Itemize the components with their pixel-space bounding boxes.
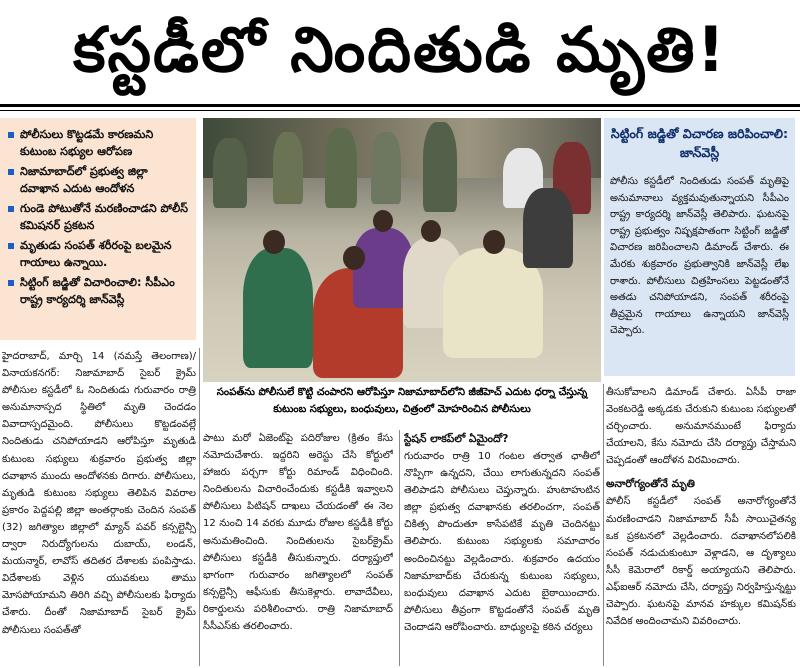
column-4-text: తీసుకోవాలని డిమాండ్ చేశారు. ఏసీపీ రాజా వెంకటరెడ్డి అక్కడకు చేరుకుని కుటుంబ సభ్యులతో చర్చించారు. అనుమానముంటే ఫిర్యాదు చేయాలని, కేసు నమోదు చేసి దర్యాప్తు చేస్తామని చెప్పడంతో ఆందోళన విరమించారు. [606, 387, 796, 467]
photo-figure [483, 230, 505, 254]
square-bullet-icon [8, 169, 14, 175]
photo-figure [423, 122, 457, 212]
square-bullet-icon [8, 280, 14, 286]
highlight-item [8, 163, 190, 198]
highlight-item [8, 237, 190, 272]
headline: కస్టడీలో నిందితుడి మృతి! [73, 13, 727, 86]
photo-figure [373, 210, 393, 232]
photo-figure [213, 138, 247, 208]
photo-figure [343, 246, 365, 270]
photo-figure [325, 128, 357, 208]
column-divider [603, 384, 604, 666]
article-column-3 [404, 430, 600, 664]
news-photo [203, 118, 601, 382]
headline-rule [0, 104, 800, 107]
photo-figure [523, 188, 573, 268]
highlight-text: సిట్టింగ్ జడ్జితో విచారించాలి: సీపీఎం రాష్ట్ర కార్యదర్శి జాన్‌వెస్లీ [20, 276, 175, 307]
column-4-subhead: అనారోగ్యంతోనే మృతి [606, 478, 695, 491]
article-column-2: పాటు మరో ఏజెంట్‌పై పదిరోజుల (క్రితం కేసు నమోదుచేశారు. ఇద్దరిని అరెస్టు చేసి కోర్టులో హాజరు పర్చగా కోర్టు రిమాండ్ విధించింది. నిందితులను విచారించేందుకు కస్టడీకి ఇవ్వాలని పోలీసులు పిటిషన్ దాఖలు చేయడంతో ఈ నెల 12 నుంచి 14 వరకు మూడు రోజుల కస్టడీకి కోర్టు అనుమతించింది. నిందితులను సైబర్‌క్రైమ్ పోలీసులు కస్టడీకి తీసుకున్నారు. దర్యాప్తులో భాగంగా గురువారం జగిత్యాలలో సంపత్ కన్సల్టెన్సీ ఆఫీసుకు తీసుకెళ్లారు. లావాదేవీలు, రికార్డులను పరిశీలించారు. రాత్రి నిజామాబాద్ సీసీఎస్‌కు తరలించారు. [203, 433, 393, 633]
photo-figure [421, 220, 441, 242]
article-column-1: హైదరాబాద్, మార్చి 14 (నమస్తే తెలంగాణ)/వినాయకనగర్: నిజామాబాద్ సైబర్ క్రైమ్ పోలీసుల కస్టడీలో ఓ నిందితుడు గురువారం రాత్రి అనుమానాస్పద స్థితిలో మృతి చెందడం వివాదాస్పదమైంది. పోలీసులు కొట్టడంవల్లే నిందితుడు చనిపోయాడని ఆరోపిస్తూ మృతుడి కుటుంబ సభ్యులు శుక్రవారం ప్రభుత్వ జిల్లా దవాఖాన ముందు ఆందోళనకు దిగారు. పోలీసులు, మృతుడి కుటుంబ సభ్యులు తెలిపిన వివరాల ప్రకారం పెద్దపల్లి జిల్లా అంతర్గాంకు చెందిన సంపత్ (32) జగిత్యాల జిల్లాలో మ్యాన్ పవర్ కన్సల్టెన్సీ ద్వారా నిరుద్యోగులను దుబాయ్, లండన్, మయన్మార్, లావోస్ తదితర దేశాలకు పంపిస్తాడు. విదేశాలకు వెళ్లిన యువకులు తాము మోసపోయామని తిరిగి వచ్చి పోలీసులకు ఫిర్యాదు చేశారు. దీంతో నిజామాబాద్ సైబర్ క్రైమ్ పోలీసులు సంపత్‌తో [2, 351, 196, 636]
highlight-text: పోలీసులు కొట్టడమే కారణమని కుటుంబ సభ్యుల ఆరోపణ [20, 128, 154, 159]
column-3-text: గురువారం రాత్రి 10 గంటల తర్వాత ఛాతీలో నొప్పిగా ఉన్నదని, చేయి లాగుతున్నదని సంపత్ తెలిపాడని పోలీసులు చెప్తున్నారు. హుటాహుటిన జిల్లా ప్రభుత్వ దవాఖానకు తరలించగా, సంపత్ చికిత్స పొందుతూ కాసేపటికే మృతి చెందినట్టు తెలిపారు. కుటుంబ సభ్యులకు సమాచారం అందించినట్టు వెల్లడించారు. శుక్రవారం ఉదయం నిజామాబాద్‌కు చేరుకున్న కుటుంబ సభ్యులు, బంధువులు దవాఖాన ఎదుట బైఠాయించారు. పోలీసులు తీవ్రంగా కొట్టడంతోనే సంపత్ మృతి చెందాడని ఆరోపించారు. బాధ్యులపై కఠిన చర్యలు [404, 451, 600, 633]
square-bullet-icon [8, 206, 14, 212]
highlight-item [8, 126, 190, 161]
square-bullet-icon [8, 132, 14, 138]
photo-figure [273, 132, 303, 204]
sidebar-title: సిట్టింగ్ జడ్జితో విచారణ జరిపించాలి: జాన్‌వెస్లీ [610, 126, 789, 160]
photo-figure [263, 230, 285, 254]
highlight-text: మృతుడు సంపత్ శరీరంపై బలమైన గాయాలు ఉన్నాయి. [20, 239, 172, 270]
highlight-text: నిజామాబాద్‌లో ప్రభుత్వ జిల్లా దవాఖాన ఎదుట ఆందోళన [20, 165, 148, 196]
square-bullet-icon [8, 243, 14, 249]
highlights-box [0, 118, 196, 340]
photo-caption: సంపత్‌ను పోలీసులే కొట్టి చంపారని ఆరోపిస్తూ నిజామాబాద్‌లోని జీజీహెచ్ ఎదుట ధర్నా చేస్తున్న కుటుంబ సభ్యులు, బంధువులు, చిత్రంలో మోహరించిన పోలీసులు [216, 387, 588, 415]
photo-figure [371, 132, 401, 204]
highlight-item [8, 274, 190, 309]
column-divider [199, 348, 200, 666]
highlight-item [8, 200, 190, 235]
photo-figure [243, 248, 313, 368]
sidebar-body: పోలీసు కస్టడీలో నిందితుడు సంపత్ మృతిపై అనుమానాలు వ్యక్తమవుతున్నాయని సీపీఎం రాష్ట్ర కార్యదర్శి జాన్‌వెస్లీ తెలిపారు. ఘటనపై రాష్ట్ర ప్రభుత్వం నిష్పక్షపాతంగా సిట్టింగ్ జడ్జితో విచారణ జరిపించాలని డిమాండ్ చేశారు. ఈ మేరకు శుక్రవారం ప్రభుత్వానికి జాన్‌వెస్లీ లేఖ రాశారు. పోలీసులు చిత్రహింసలు పెట్టడంతోనే అతడు చనిపోయాడని, సంపత్ శరీరంపై తీవ్రమైన గాయాలు ఉన్నాయని జాన్‌వెస్లీ చెప్పారు. [610, 176, 789, 337]
headline-rule-thin [0, 110, 800, 111]
article-column-4 [606, 384, 796, 664]
column-3-subhead: స్టేషన్ లాకప్‌లో ఏమైందో? [404, 433, 509, 445]
sidebar-box [604, 118, 795, 376]
highlight-text: గుండె పోటుతోనే మరణించాడని పోలీస్ కమిషనర్ ప్రకటన [20, 202, 188, 233]
column-divider [399, 430, 400, 666]
highlights-list [8, 126, 190, 309]
column-4-text-continued: పోలీస్ కస్టడీలో సంపత్ అనారోగ్యంతోనే మరణించాడని నిజామాబాద్ సీపీ సాయిచైతన్య ఒక ప్రకటనలో వెల్లడించారు. దవాఖానలోపలికి సంపత్ నడుచుకుంటూ వెళ్లాడని, ఆ దృశ్యాలు సీసీ కెమెరాలో రికార్డ్ అయ్యాయని తెలిపారు. ఎఫ్ఐఆర్ నమోదు చేసి, దర్యాప్తు నిర్వహిస్తున్నట్టు చెప్పారు. ఘటనపై మానవ హక్కుల కమిషన్‌కు నివేదిక అందించామని వివరించారు. [606, 496, 796, 628]
